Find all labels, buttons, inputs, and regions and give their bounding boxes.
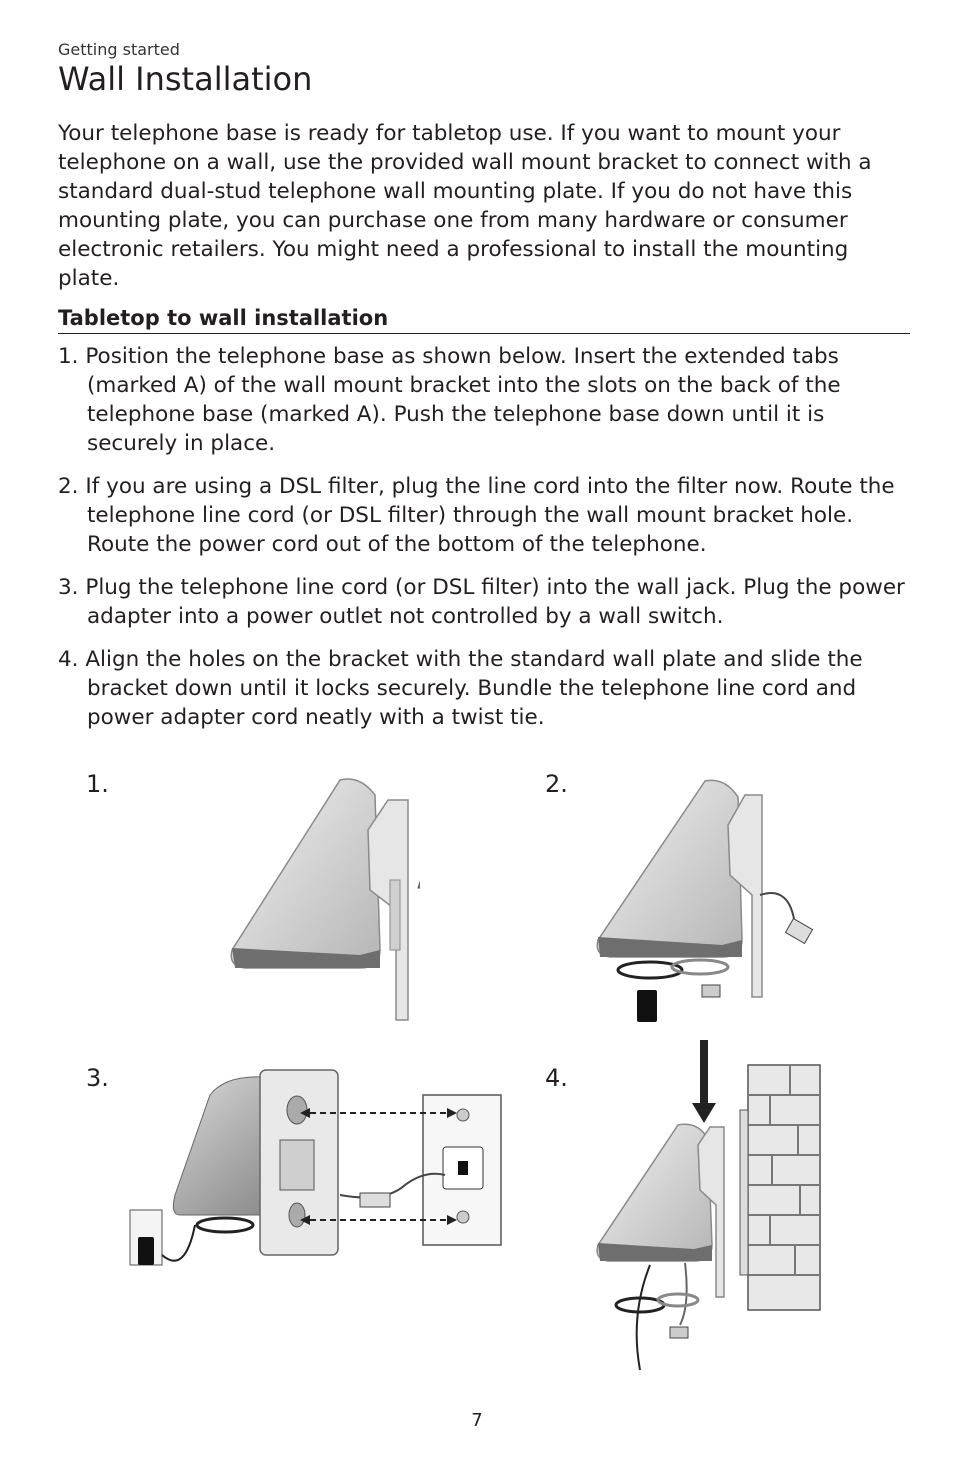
subheading: Tabletop to wall installation (58, 306, 910, 334)
figure-3-number: 3. (86, 1064, 109, 1092)
step-4: 4. Align the holes on the bracket with the standard wall plate and slide the bracket down until it locks securely. Bundle the telephone line cord and power adapter cord neatly with a twist tie. (58, 647, 863, 730)
page-title: Wall Installation (58, 60, 313, 98)
step-1: 1. Position the telephone base as shown below. Insert the extended tabs (marked A) of the wall mount bracket into the slots on the back of the telephone base (marked A). Push the telephone base down until it is securely in place. (58, 344, 841, 456)
figure-2-number: 2. (545, 770, 568, 798)
section-label: Getting started (58, 40, 180, 59)
figure-1-illustration (220, 770, 420, 1030)
figure-3-illustration (125, 1065, 505, 1280)
step-3: 3. Plug the telephone line cord (or DSL filter) into the wall jack. Plug the power adapter into a power outlet not controlled by a wall switch. (58, 575, 905, 629)
step-2: 2. If you are using a DSL filter, plug the line cord into the filter now. Route the telephone line cord (or DSL filter) through the wall mount bracket hole. Route the power cord out of the bottom of the telephone. (58, 474, 895, 557)
intro-paragraph: Your telephone base is ready for tabletop use. If you want to mount your telephone on a wall, use the provided wall mount bracket to connect with a standard dual-stud telephone wall mounting plate. If you do not have this mounting plate, you can purchase one from many hardware or consumer electronic retailers. You might need a professional to install the mounting plate. (58, 121, 872, 291)
figure-2-illustration (590, 775, 820, 1030)
figure-4-illustration (590, 1035, 830, 1380)
page-number: 7 (471, 1410, 483, 1431)
figure-4-number: 4. (545, 1064, 568, 1092)
figure-1-number: 1. (86, 770, 109, 798)
steps-list (58, 342, 913, 746)
